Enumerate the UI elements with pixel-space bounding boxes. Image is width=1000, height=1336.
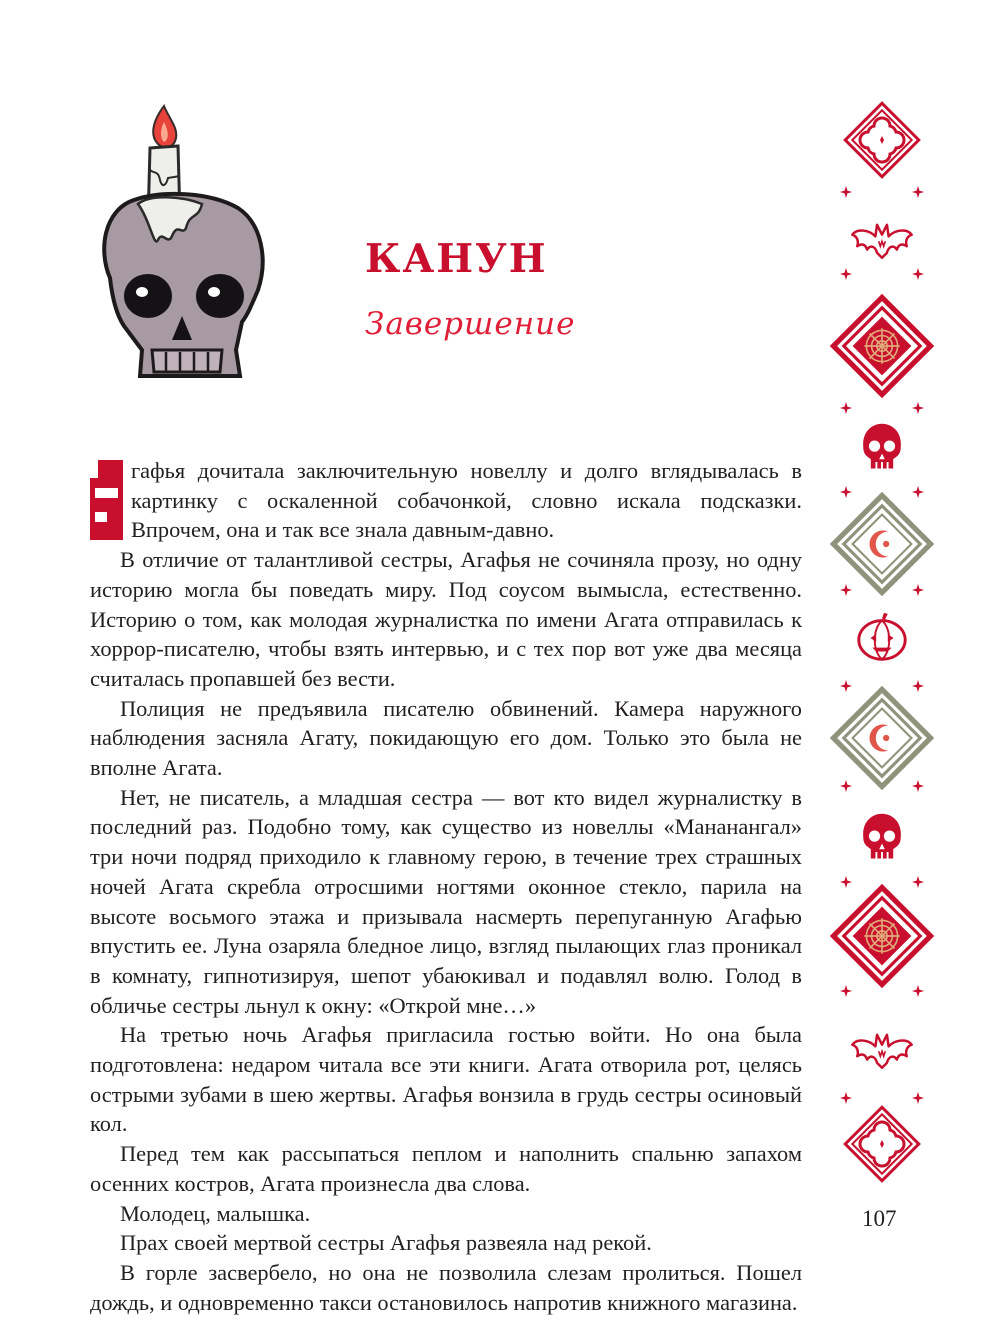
sparkle-icon [840,186,852,198]
sparkle-icon [840,876,852,888]
page-number: 107 [862,1206,897,1231]
sparkle-icon [840,268,852,280]
sparkle-icon [912,680,924,692]
sparkle-icon [840,680,852,692]
sparkle-icon [840,780,852,792]
paragraph: Прах своей мертвой сестры Агафья развеяла над рекой. [120,1230,652,1256]
skull-icon [863,814,901,859]
sparkle-icon [840,402,852,414]
skull-icon [863,424,901,469]
paragraph: Молодец, малышка. [120,1200,311,1226]
sparkle-icon [912,402,924,414]
spiderweb-diamond-icon [833,887,930,984]
sparkle-icon [912,486,924,498]
paragraph [90,456,802,545]
ornament-column [822,96,942,1186]
sparkle-icon [912,268,924,280]
paragraph: На третью ночь Агафья пригласила гостью войти. Но она была подготовлена: недаром читала все эти книги. Агата отворила рот, целясь острыми зубами в шею жертвы. Агафья вонзила в грудь сестры осиновый кол. [90,1022,802,1137]
paragraph: Нет, не писатель, а младшая сестра — вот кто видел журналистку в последний раз. Подобно тому, как существо из новеллы «Мананангал» три ночи подряд приходило к главному герою, в течение трех страшных ночей Агата скребла отросшими ногтями оконное стекло, парила на высоте восьмого этажа и призывала насмерть перепуганную Агафью впустить ее. Луна озаряла бледное лицо, взгляд пылающих глаз проникал в комнату, гипнотизируя, шепот убаюкивал и подавлял волю. Голод в обличье сестры льнул к окну: «Открой мне…» [90,784,802,1018]
paragraph: Перед тем как рассыпаться пеплом и наполнить спальню запахом осенних костров, Агата произнесла два слова. [90,1141,802,1196]
sparkle-icon [912,876,924,888]
body-text [90,456,802,1317]
sparkle-icon [912,584,924,596]
spiderweb-diamond-icon [833,297,930,394]
sparkle-icon [840,486,852,498]
paragraph: В отличие от талантливой сестры, Агафья не сочиняла прозу, но одну историю могла бы поведать миру. Под соусом вымысла, естественно. Историю о том, как молодая журналистка по имени Агата отправилась к хоррор-писателю, чтобы взять интервью, и с тех пор вот уже два месяца считалась пропавшей без вести. [90,547,802,691]
dropcap-a-icon [90,460,123,540]
quatrefoil-diamond-icon [845,103,919,177]
sparkle-icon [912,1092,924,1104]
quatrefoil-diamond-icon [845,1107,919,1181]
sparkle-icon [840,1092,852,1104]
bat-icon [852,225,911,258]
sparkle-icon [840,985,852,997]
sparkle-icon [912,186,924,198]
pumpkin-icon [859,613,905,659]
skull-candle-icon [92,100,272,385]
sparkle-icon [912,985,924,997]
chapter-subtitle: Завершение [365,306,576,342]
sparkle-icon [912,780,924,792]
sparkle-icon [840,584,852,596]
crescent-diamond-icon [833,495,930,592]
paragraph: В горле засвербело, но она не позволила слезам пролиться. Пошел дождь, и одновременно такси остановилось напротив книжного магазина. [90,1259,802,1315]
paragraph: Полиция не предъявила писателю обвинений. Камера наружного наблюдения засняла Агату, покидающую его дом. Только это была не вполне Агата. [90,695,802,781]
first-paragraph-text: гафья дочитала заключительную новеллу и долго вглядывалась в картинку с оскаленной собачонкой, словно искала подсказки. Впрочем, она и так все знала давным-давно. [131,458,802,543]
chapter-title: КАНУН [365,236,548,282]
crescent-diamond-icon [833,689,930,786]
bat-icon [852,1035,911,1068]
